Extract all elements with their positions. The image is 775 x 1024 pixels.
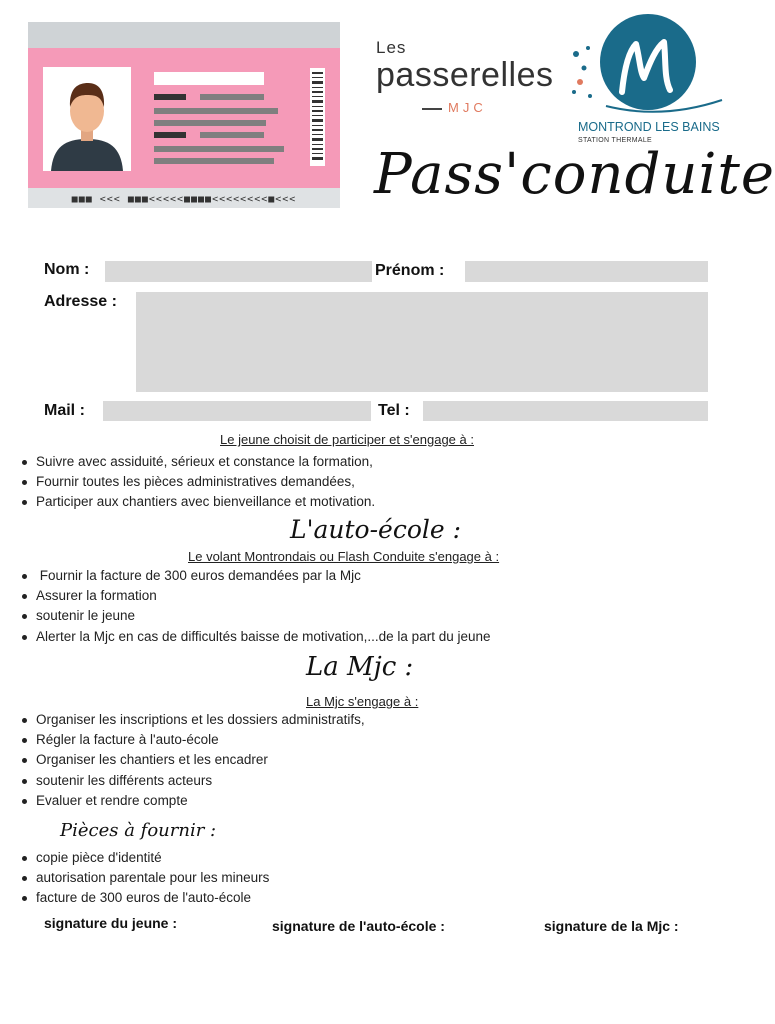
card-photo — [43, 67, 131, 171]
card-text-line — [154, 108, 278, 114]
mail-field[interactable] — [103, 401, 371, 421]
list-item: Alerter la Mjc en cas de difficultés baisse de motivation,...de la part du jeune — [20, 627, 491, 647]
list-item: Organiser les inscriptions et les dossiers administratifs, — [20, 710, 365, 730]
passerelles-logo — [376, 38, 561, 118]
list-item: facture de 300 euros de l'auto-école — [20, 888, 269, 908]
passerelles-logo-dash — [422, 108, 442, 110]
card-text-line — [154, 146, 284, 152]
prenom-label: Prénom : — [375, 262, 445, 279]
card-text-line — [154, 120, 266, 126]
jeune-heading: Le jeune choisit de participer et s'engage à : — [220, 432, 474, 447]
card-mrz-code: ■■■ <<< ■■■<<<<<■■■■<<<<<<<<■<<< — [71, 194, 297, 205]
card-name-line — [154, 72, 264, 85]
list-item: Assurer la formation — [20, 586, 491, 606]
list-item: Participer aux chantiers avec bienveillance et motivation. — [20, 492, 375, 512]
jeune-list — [20, 452, 375, 513]
montrond-emblem-icon — [566, 12, 724, 122]
adresse-field[interactable] — [136, 292, 708, 392]
card-text-line — [154, 94, 186, 100]
montrond-logo — [566, 12, 724, 150]
signature-mjc-label: signature de la Mjc : — [544, 918, 679, 934]
tel-label: Tel : — [378, 402, 410, 419]
signature-jeune-label: signature du jeune : — [44, 915, 178, 931]
nom-field[interactable] — [105, 261, 372, 282]
mjc-title: La Mjc : — [306, 652, 414, 682]
mjc-heading: La Mjc s'engage à : — [306, 694, 419, 709]
list-item: soutenir le jeune — [20, 606, 491, 626]
list-item: Evaluer et rendre compte — [20, 791, 365, 811]
auto-ecole-title: L'auto-école : — [290, 515, 462, 544]
person-icon — [43, 67, 131, 171]
passerelles-logo-les: Les — [376, 38, 407, 57]
adresse-label: Adresse : — [44, 293, 117, 310]
id-card-illustration — [28, 22, 340, 208]
tel-field[interactable] — [423, 401, 708, 421]
auto-ecole-list — [20, 566, 491, 647]
mail-label: Mail : — [44, 402, 85, 419]
page-title: Pass'conduite — [374, 142, 775, 207]
auto-ecole-heading: Le volant Montrondais ou Flash Conduite s'engage à : — [188, 549, 500, 564]
list-item: soutenir les différents acteurs — [20, 771, 365, 791]
nom-label: Nom : — [44, 261, 90, 278]
list-item: Organiser les chantiers et les encadrer — [20, 750, 365, 770]
montrond-logo-name: MONTROND LES BAINS — [578, 120, 720, 134]
list-item: Fournir la facture de 300 euros demandées par la Mjc — [20, 566, 491, 586]
pieces-title: Pièces à fournir : — [60, 820, 217, 841]
card-text-line — [154, 132, 186, 138]
list-item: Suivre avec assiduité, sérieux et constance la formation, — [20, 452, 375, 472]
card-text-line — [154, 158, 274, 164]
card-top-band — [28, 22, 340, 48]
mjc-list — [20, 710, 365, 811]
barcode-icon — [310, 68, 325, 166]
list-item: Régler la facture à l'auto-école — [20, 730, 365, 750]
signature-auto-ecole-label: signature de l'auto-école : — [272, 918, 445, 934]
card-text-line — [200, 94, 264, 100]
passerelles-logo-mjc: MJC — [448, 100, 487, 115]
pieces-list — [20, 848, 269, 909]
list-item: Fournir toutes les pièces administratives demandées, — [20, 472, 375, 492]
passerelles-logo-main: passerelles — [376, 56, 554, 94]
montrond-logo-sub: STATION THERMALE — [578, 137, 653, 144]
card-barcode — [310, 68, 325, 166]
card-text-line — [200, 132, 264, 138]
list-item: copie pièce d'identité — [20, 848, 269, 868]
list-item: autorisation parentale pour les mineurs — [20, 868, 269, 888]
prenom-field[interactable] — [465, 261, 708, 282]
